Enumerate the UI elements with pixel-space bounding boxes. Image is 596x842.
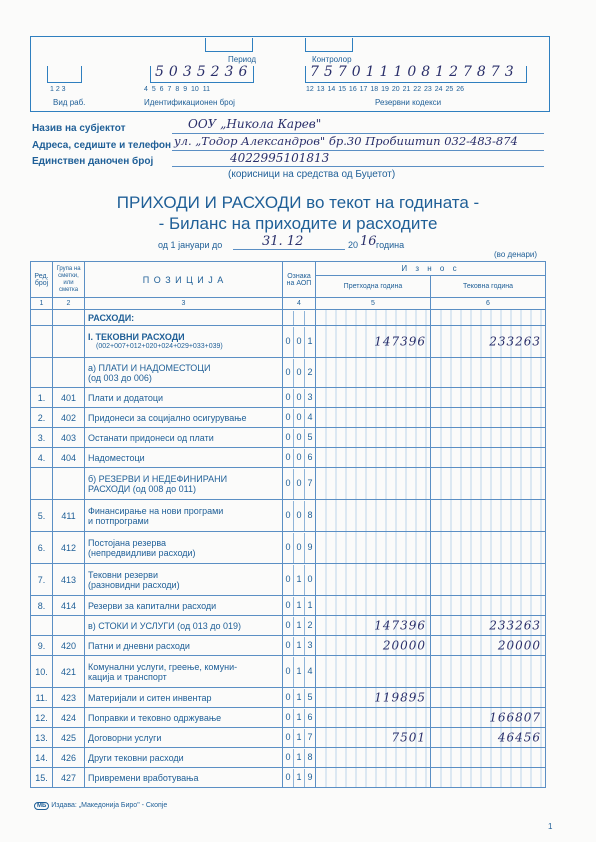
account-group: 423: [53, 688, 85, 708]
position-cell: [85, 388, 283, 408]
aop-digit: 0: [283, 409, 294, 427]
curr-year-amount[interactable]: [431, 656, 546, 688]
publisher-logo: МБ: [34, 802, 49, 810]
aop-digit: [283, 311, 294, 325]
aop-code[interactable]: [283, 326, 316, 358]
address-value: ул. „Тодор Александров" бр.30 Пробиштип 032-483-874: [174, 134, 518, 148]
aop-digit: 0: [283, 429, 294, 447]
aop-digit: 0: [283, 637, 294, 655]
table-row: [31, 388, 546, 408]
publisher-footer: [34, 802, 167, 810]
position-label: Тековни резерви: [88, 569, 158, 580]
account-group: [53, 310, 85, 326]
row-number: [31, 616, 53, 636]
table-row: [31, 428, 546, 448]
position-label: Договорни услуги: [88, 732, 162, 743]
position-label: Други тековни расходи: [88, 752, 184, 763]
aop-digit: 1: [294, 729, 305, 747]
aop-digit: 1: [294, 637, 305, 655]
aop-digit: 0: [294, 501, 305, 531]
aop-digit: 1: [294, 657, 305, 687]
id-label: Идентификационен број: [144, 98, 235, 107]
aop-digit: 1: [294, 709, 305, 727]
aop-digit: 0: [283, 689, 294, 707]
aop-digit: 0: [283, 449, 294, 467]
position-sub: кација и транспорт: [88, 671, 167, 682]
aop-digit: 6: [307, 452, 313, 462]
table-row: [31, 656, 546, 688]
position-cell: [85, 326, 283, 358]
row-number: [31, 358, 53, 388]
prev-year-amount[interactable]: [316, 428, 431, 448]
position-cell: [85, 688, 283, 708]
tax-value: 4022995101813: [230, 151, 330, 165]
col-num: 2: [53, 298, 85, 310]
col-num: 5: [316, 298, 431, 310]
position-cell: [85, 468, 283, 500]
curr-year-amount[interactable]: [431, 708, 546, 728]
aop-digit: 0: [283, 617, 294, 635]
aop-code[interactable]: [283, 596, 316, 616]
curr-year-amount[interactable]: [431, 500, 546, 532]
prev-year-amount[interactable]: [316, 388, 431, 408]
id-digits: 4 5 6 7 8 9 10 11: [144, 86, 211, 93]
aop-digit: 0: [294, 389, 305, 407]
curr-year-amount[interactable]: [431, 388, 546, 408]
aop-digit: 0: [283, 565, 294, 595]
h-prev-year: Претходна година: [316, 276, 431, 298]
position-cell: [85, 500, 283, 532]
curr-year-amount[interactable]: [431, 636, 546, 656]
title-line2: - Биланс на приходите и расходите: [158, 214, 438, 233]
row-number: 3.: [31, 428, 53, 448]
position-sub: (разновидни расходи): [88, 579, 180, 590]
aop-digit: 2: [307, 367, 313, 377]
aop-code[interactable]: [283, 388, 316, 408]
account-group: 427: [53, 768, 85, 788]
position-sub: (од 003 до 006): [88, 372, 152, 383]
account-group: 404: [53, 448, 85, 468]
position-label: Придонеси за социјално осигурување: [88, 412, 247, 423]
aop-digit: 0: [294, 449, 305, 467]
prev-year-amount[interactable]: [316, 708, 431, 728]
aop-digit: [294, 311, 305, 325]
curr-year-value: 233263: [489, 617, 541, 632]
position-cell: [85, 748, 283, 768]
aop-code[interactable]: [283, 428, 316, 448]
prev-year-amount[interactable]: [316, 564, 431, 596]
prev-year-amount[interactable]: [316, 636, 431, 656]
aop-digit: 1: [294, 689, 305, 707]
aop-digit: 1: [294, 769, 305, 787]
position-label: РАСХОДИ:: [88, 312, 135, 323]
aop-digit: 1: [307, 600, 313, 610]
position-label: Плати и додатоци: [88, 392, 164, 403]
aop-code[interactable]: [283, 448, 316, 468]
row-number: 9.: [31, 636, 53, 656]
prev-year-amount[interactable]: [316, 468, 431, 500]
position-sub: РАСХОДИ (од 008 до 011): [88, 483, 196, 494]
col-num: 3: [85, 298, 283, 310]
year-prefix: 20: [348, 240, 359, 250]
account-group: 420: [53, 636, 85, 656]
prev-year-amount[interactable]: [316, 688, 431, 708]
aop-code[interactable]: [283, 616, 316, 636]
aop-digit: 0: [283, 501, 294, 531]
reserve-value: 757011108127873: [310, 64, 519, 80]
row-number: 15.: [31, 768, 53, 788]
position-label: Постојана резерва: [88, 537, 167, 548]
position-cell: [85, 448, 283, 468]
prev-year-value: 147396: [374, 333, 426, 348]
aop-digit: 5: [307, 432, 313, 442]
name-value: ООУ „Никола Карев": [188, 117, 322, 131]
aop-digit: 4: [307, 666, 313, 676]
type-label: Вид раб.: [53, 98, 86, 107]
position-label: Привремени вработувања: [88, 772, 199, 783]
curr-year-value: 166807: [489, 709, 541, 724]
aop-digit: 1: [294, 749, 305, 767]
account-group: [53, 616, 85, 636]
row-number: 10.: [31, 656, 53, 688]
aop-digit: 0: [294, 429, 305, 447]
aop-digit: 0: [294, 409, 305, 427]
curr-year-amount[interactable]: [431, 564, 546, 596]
account-group: 413: [53, 564, 85, 596]
aop-digit: [305, 311, 315, 325]
account-group: 421: [53, 656, 85, 688]
id-value: 5035236: [155, 64, 253, 80]
position-cell: [85, 532, 283, 564]
prev-year-amount[interactable]: [316, 326, 431, 358]
aop-digit: 0: [283, 729, 294, 747]
aop-code[interactable]: [283, 768, 316, 788]
tax-label: Единствен даночен број: [32, 156, 154, 167]
aop-digit: 9: [307, 772, 313, 782]
reserve-digits: 12 13 14 15 16 17 18 19 20 21 22 23 24 25 26: [306, 86, 465, 93]
table-row: [31, 708, 546, 728]
prev-year-amount[interactable]: [316, 408, 431, 428]
aop-digit: 2: [307, 620, 313, 630]
page-number: 1: [548, 822, 553, 831]
title-line1: ПРИХОДИ И РАСХОДИ во текот на годината -: [116, 193, 480, 212]
account-group: 426: [53, 748, 85, 768]
position-label: Материјали и ситен инвентар: [88, 692, 212, 703]
row-number: 2.: [31, 408, 53, 428]
account-group: 403: [53, 428, 85, 448]
curr-year-amount[interactable]: [431, 688, 546, 708]
aop-code[interactable]: [283, 656, 316, 688]
aop-digit: 0: [283, 709, 294, 727]
aop-code[interactable]: [283, 358, 316, 388]
aop-code[interactable]: [283, 728, 316, 748]
position-label: б) РЕЗЕРВИ И НЕДЕФИНИРАНИ: [88, 473, 228, 484]
table-row: [31, 636, 546, 656]
position-cell: [85, 616, 283, 636]
aop-digit: 8: [307, 510, 313, 520]
position-cell: [85, 636, 283, 656]
table-row: [31, 616, 546, 636]
curr-year-amount[interactable]: [431, 728, 546, 748]
aop-code[interactable]: [283, 532, 316, 564]
row-number: 6.: [31, 532, 53, 564]
aop-digit: 0: [294, 359, 305, 387]
position-sub: и потпрограми: [88, 515, 149, 526]
aop-code[interactable]: [283, 688, 316, 708]
aop-code[interactable]: [283, 310, 316, 326]
curr-year-amount[interactable]: [431, 326, 546, 358]
prev-year-value: 119895: [374, 689, 426, 704]
h-curr-year: Тековна година: [431, 276, 546, 298]
aop-digit: 0: [283, 749, 294, 767]
address-label: Адреса, седиште и телефон: [32, 140, 172, 151]
curr-year-amount[interactable]: [431, 616, 546, 636]
curr-year-amount[interactable]: [431, 748, 546, 768]
date-from: од 1 јануари до: [158, 240, 223, 250]
account-group: 424: [53, 708, 85, 728]
account-group: 412: [53, 532, 85, 564]
aop-digit: 0: [294, 469, 305, 499]
row-number: 1.: [31, 388, 53, 408]
table-row: [31, 748, 546, 768]
row-number: 8.: [31, 596, 53, 616]
year-suffix: година: [376, 240, 405, 250]
position-cell: [85, 408, 283, 428]
aop-digit: 1: [307, 336, 313, 346]
position-cell: [85, 564, 283, 596]
prev-year-amount[interactable]: [316, 358, 431, 388]
col-num: 6: [431, 298, 546, 310]
table-row: [31, 358, 546, 388]
table-row: [31, 728, 546, 748]
prev-year-amount[interactable]: [316, 656, 431, 688]
position-cell: [85, 768, 283, 788]
position-cell: [85, 728, 283, 748]
aop-digit: 0: [283, 533, 294, 563]
table-row: [31, 310, 546, 326]
position-label: Финансирање на нови програми: [88, 505, 224, 516]
row-number: [31, 310, 53, 326]
aop-digit: 1: [294, 565, 305, 595]
position-label: I. ТЕКОВНИ РАСХОДИ: [88, 331, 185, 342]
row-number: [31, 326, 53, 358]
curr-year-amount[interactable]: [431, 448, 546, 468]
aop-digit: 0: [283, 597, 294, 615]
curr-year-amount[interactable]: [431, 428, 546, 448]
year-value: 16: [360, 234, 377, 249]
position-label: Надоместоци: [88, 452, 145, 463]
aop-code[interactable]: [283, 408, 316, 428]
row-number: 7.: [31, 564, 53, 596]
aop-code[interactable]: [283, 708, 316, 728]
date-value: 31. 12: [262, 234, 304, 249]
aop-digit: 0: [283, 657, 294, 687]
table-row: [31, 768, 546, 788]
aop-code[interactable]: [283, 636, 316, 656]
prev-year-amount[interactable]: [316, 310, 431, 326]
table-row: [31, 500, 546, 532]
row-number: 4.: [31, 448, 53, 468]
curr-year-amount[interactable]: [431, 358, 546, 388]
table-row: [31, 564, 546, 596]
name-label: Назив на субјектот: [32, 123, 126, 134]
budget-note: (корисници на средства од Буџетот): [228, 169, 396, 180]
aop-code[interactable]: [283, 500, 316, 532]
aop-digit: 0: [283, 359, 294, 387]
account-group: [53, 326, 85, 358]
prev-year-amount[interactable]: [316, 448, 431, 468]
aop-digit: 1: [294, 597, 305, 615]
h-position: П О З И Ц И Ј А: [85, 262, 283, 298]
curr-year-amount[interactable]: [431, 532, 546, 564]
col-num: 1: [31, 298, 53, 310]
position-cell: [85, 708, 283, 728]
aop-digit: 7: [307, 732, 313, 742]
aop-digit: 4: [307, 412, 313, 422]
account-group: 411: [53, 500, 85, 532]
publisher-text: Издава: „Македонија Биро" - Скопје: [51, 802, 168, 809]
row-number: [31, 468, 53, 500]
type-box[interactable]: [47, 66, 82, 83]
control-label: Контролор: [312, 55, 352, 64]
period-label: Период: [228, 55, 257, 64]
aop-digit: 8: [307, 752, 313, 762]
position-sub: (непредвидливи расходи): [88, 547, 196, 558]
aop-code[interactable]: [283, 564, 316, 596]
aop-digit: 0: [283, 327, 294, 357]
position-cell: [85, 596, 283, 616]
aop-digit: 9: [307, 542, 313, 552]
aop-digit: 0: [294, 327, 305, 357]
position-label: а) ПЛАТИ И НАДОМЕСТОЦИ: [88, 362, 211, 373]
position-sub: (002+007+012+020+024+029+033+039): [96, 342, 223, 350]
prev-year-amount[interactable]: [316, 532, 431, 564]
aop-digit: 0: [283, 469, 294, 499]
aop-code[interactable]: [283, 468, 316, 500]
position-cell: [85, 310, 283, 326]
aop-digit: 0: [294, 533, 305, 563]
table-row: [31, 596, 546, 616]
table-row: [31, 408, 546, 428]
row-number: 5.: [31, 500, 53, 532]
balance-table: [30, 261, 546, 788]
h-aop: Ознака на АОП: [283, 262, 316, 298]
control-box[interactable]: [305, 38, 353, 52]
prev-year-amount[interactable]: [316, 596, 431, 616]
curr-year-amount[interactable]: [431, 468, 546, 500]
prev-year-amount[interactable]: [316, 500, 431, 532]
account-group: 425: [53, 728, 85, 748]
curr-year-amount[interactable]: [431, 408, 546, 428]
col-num: 4: [283, 298, 316, 310]
account-group: [53, 468, 85, 500]
table-row: [31, 532, 546, 564]
reserve-label: Резервни кодекси: [375, 98, 442, 107]
position-label: Останати придонеси од плати: [88, 432, 214, 443]
h-group: Група на сметки, или сметка: [53, 262, 85, 298]
row-number: 14.: [31, 748, 53, 768]
position-cell: [85, 656, 283, 688]
aop-digit: 7: [307, 478, 313, 488]
position-label: Комунални услуги, греење, комуни-: [88, 661, 238, 672]
prev-year-value: 7501: [391, 729, 426, 744]
prev-year-value: 20000: [382, 637, 426, 652]
position-cell: [85, 358, 283, 388]
curr-year-value: 20000: [497, 637, 541, 652]
position-label: Патни и дневни расходи: [88, 640, 190, 651]
prev-year-amount[interactable]: [316, 728, 431, 748]
position-label: Резерви за капитални расходи: [88, 600, 217, 611]
row-number: 11.: [31, 688, 53, 708]
aop-digit: 3: [307, 392, 313, 402]
curr-year-value: 233263: [489, 333, 541, 348]
type-digits: 1 2 3: [50, 86, 66, 93]
table-row: [31, 326, 546, 358]
prev-year-amount[interactable]: [316, 768, 431, 788]
aop-digit: 5: [307, 692, 313, 702]
account-group: 402: [53, 408, 85, 428]
prev-year-amount[interactable]: [316, 748, 431, 768]
curr-year-amount[interactable]: [431, 596, 546, 616]
aop-code[interactable]: [283, 748, 316, 768]
account-group: [53, 358, 85, 388]
table-row: [31, 468, 546, 500]
row-number: 12.: [31, 708, 53, 728]
aop-digit: 0: [307, 574, 313, 584]
curr-year-value: 46456: [497, 729, 541, 744]
period-box[interactable]: [205, 38, 253, 52]
prev-year-amount[interactable]: [316, 616, 431, 636]
position-cell: [85, 428, 283, 448]
currency-note: (во денари): [494, 250, 538, 259]
curr-year-amount[interactable]: [431, 768, 546, 788]
h-amount: И з н о с: [316, 262, 546, 276]
position-label: в) СТОКИ И УСЛУГИ (од 013 до 019): [88, 620, 241, 631]
prev-year-value: 147396: [374, 617, 426, 632]
aop-digit: 6: [307, 712, 313, 722]
account-group: 414: [53, 596, 85, 616]
row-number: 13.: [31, 728, 53, 748]
account-group: 401: [53, 388, 85, 408]
table-row: [31, 688, 546, 708]
aop-digit: 0: [283, 769, 294, 787]
aop-digit: 0: [283, 389, 294, 407]
table-row: [31, 448, 546, 468]
aop-digit: 3: [307, 640, 313, 650]
h-red: Ред. број: [31, 262, 53, 298]
position-label: Поправки и тековно одржување: [88, 712, 222, 723]
curr-year-amount[interactable]: [431, 310, 546, 326]
aop-digit: 1: [294, 617, 305, 635]
